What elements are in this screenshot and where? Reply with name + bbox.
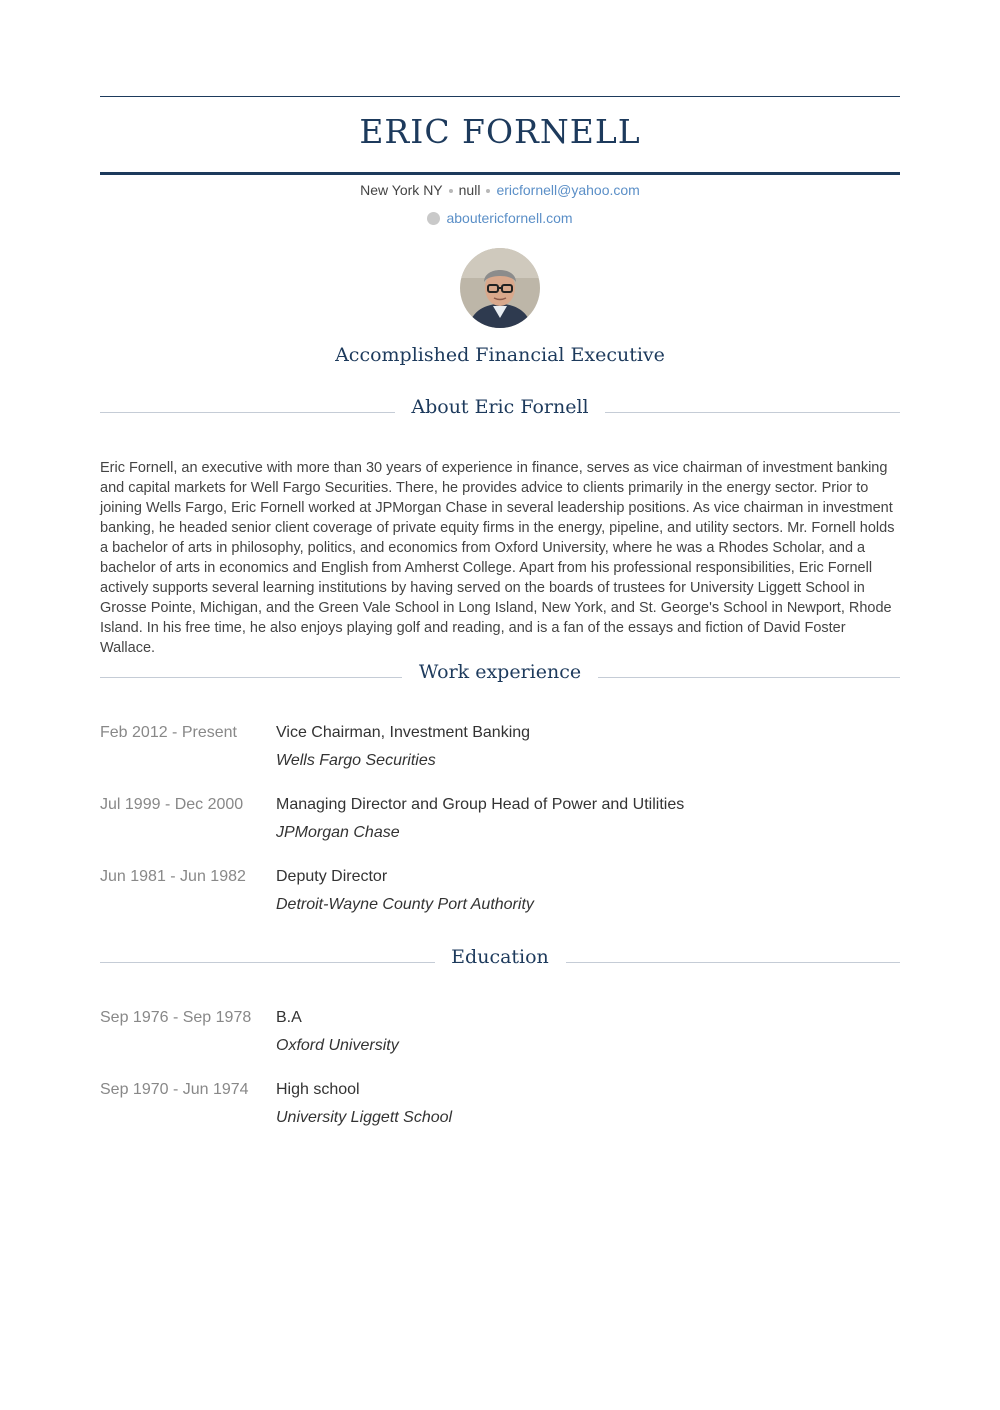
about-section-header xyxy=(100,396,900,426)
name-rule xyxy=(100,172,900,175)
work-section-header xyxy=(100,661,900,691)
avatar xyxy=(460,248,540,328)
education-entry xyxy=(100,1009,900,1069)
education-title: Education xyxy=(435,946,565,968)
entry-dates: Sep 1970 - Jun 1974 xyxy=(100,1081,249,1098)
contact-line xyxy=(100,182,900,198)
work-title: Work experience xyxy=(403,661,597,683)
globe-icon xyxy=(427,212,440,225)
website-link[interactable]: aboutericfornell.com xyxy=(446,210,573,226)
education-entry xyxy=(100,1081,900,1141)
email-link[interactable]: ericfornell@yahoo.com xyxy=(496,182,640,198)
entry-degree: B.A xyxy=(276,1009,302,1026)
work-entry xyxy=(100,724,900,784)
location-text: New York NY xyxy=(360,182,443,198)
entry-dates: Jul 1999 - Dec 2000 xyxy=(100,796,244,813)
website-line xyxy=(100,210,900,226)
separator-dot xyxy=(449,189,453,193)
entry-organization: Detroit-Wayne County Port Authority xyxy=(276,896,534,913)
entry-organization: Wells Fargo Securities xyxy=(276,752,436,769)
entry-organization: JPMorgan Chase xyxy=(276,824,400,841)
entry-role: Deputy Director xyxy=(276,868,388,885)
education-section-header xyxy=(100,946,900,976)
entry-dates: Feb 2012 - Present xyxy=(100,724,237,741)
candidate-name: ERIC FORNELL xyxy=(359,112,641,151)
top-rule xyxy=(100,96,900,97)
entry-dates: Jun 1981 - Jun 1982 xyxy=(100,868,246,885)
entry-institution: Oxford University xyxy=(276,1037,399,1054)
entry-institution: University Liggett School xyxy=(276,1109,453,1126)
entry-degree: High school xyxy=(276,1081,360,1098)
work-entry xyxy=(100,868,900,928)
about-text: Eric Fornell, an executive with more than 30 years of experience in finance, serves as vice chairman of investment banking and capital markets for Well Fargo Securities. There, he provides advice to clients primarily in the energy sector. Prior to joining Wells Fargo, Eric Fornell worked at JPMorgan Chase in several leadership positions. As vice chairman in investment banking, he headed senior client coverage of private equity firms in the energy, pipeline, and utility sectors. Mr. Fornell holds a bachelor of arts in philosophy, politics, and economics from Oxford University, where he was a Rhodes Scholar, and a bachelor of arts in economics and English from Amherst College. Apart from his professional responsibilities, Eric Fornell actively supports several learning institutions by having served on the boards of trustees for University Liggett School in Grosse Pointe, Michigan, and the Green Vale School in Long Island, New York, and St. George's School in Newport, Rhode Island. In his free time, he also enjoys playing golf and reading, and is a fan of the essays and fiction of David Foster Wallace. xyxy=(100,460,895,656)
entry-dates: Sep 1976 - Sep 1978 xyxy=(100,1009,252,1026)
work-entry xyxy=(100,796,900,856)
separator-dot xyxy=(486,189,490,193)
about-title: About Eric Fornell xyxy=(395,396,604,418)
phone-text: null xyxy=(458,182,481,198)
entry-role: Managing Director and Group Head of Power and Utilities xyxy=(276,796,685,813)
headline: Accomplished Financial Executive xyxy=(335,344,665,366)
entry-role: Vice Chairman, Investment Banking xyxy=(276,724,531,741)
